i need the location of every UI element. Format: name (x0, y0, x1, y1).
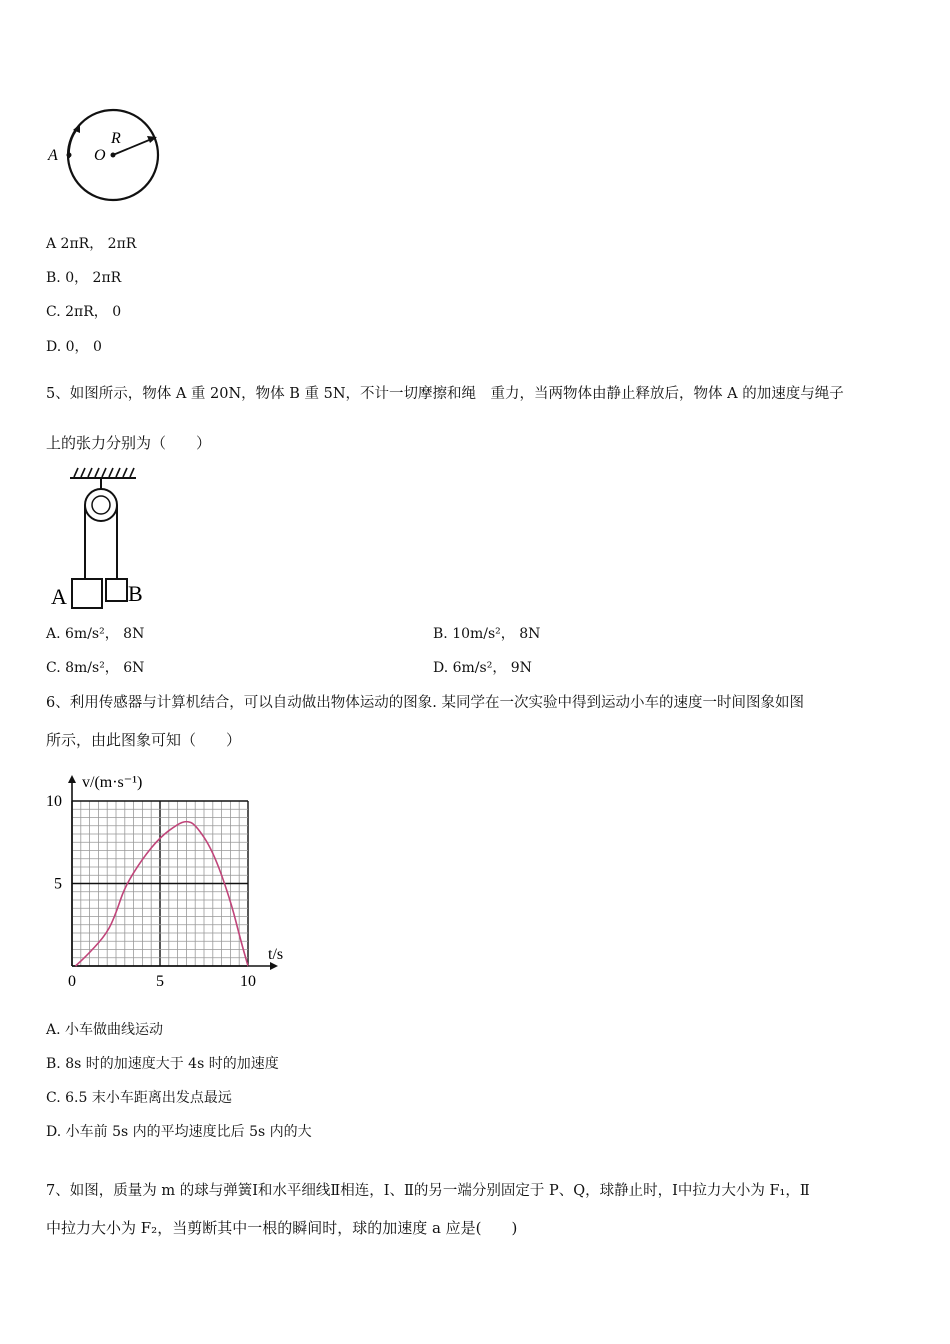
q6-option-d: D. 小车前 5s 内的平均速度比后 5s 内的大 (46, 1124, 312, 1140)
q7-stem-line2: 中拉力大小为 F₂，当剪断其中一根的瞬间时，球的加速度 a 应是( ) (46, 1219, 518, 1237)
q5-option-b: B. 10m/s²， 8N (433, 626, 541, 642)
label-o: O (94, 147, 106, 164)
q6-option-b: B. 8s 时的加速度大于 4s 时的加速度 (46, 1056, 279, 1072)
chart-curve (76, 822, 248, 966)
label-block-a: A (51, 584, 67, 609)
q6-stem-line2: 所示，由此图象可知（ ） (46, 731, 242, 749)
pulley-figure (48, 462, 158, 612)
q6-stem-line1: 6、利用传感器与计算机结合，可以自动做出物体运动的图象. 某同学在一次实验中得到运动小车的速度一时间图象如图 (46, 695, 804, 711)
q5-stem-line1: 5、如图所示，物体 A 重 20N，物体 B 重 5N，不计一切摩擦和绳 重力，当两物体由静止释放后，物体 A 的加速度与绳子 (46, 386, 844, 402)
q5-option-c: C. 8m/s²， 6N (46, 660, 145, 676)
q4-option-c: C. 2πR， 0 (46, 304, 122, 320)
label-a: A (48, 147, 58, 164)
x-axis-label: t/s (268, 946, 284, 963)
x-tick-label: 5 (156, 973, 164, 990)
velocity-curve (76, 822, 248, 966)
x-tick-label: 10 (240, 973, 256, 990)
q6-option-a: A. 小车做曲线运动 (46, 1022, 164, 1038)
x-axis-arrow (270, 962, 278, 970)
q4-option-b: B. 0， 2πR (46, 270, 122, 286)
x-tick-label: 0 (68, 973, 76, 990)
label-block-b: B (128, 581, 143, 606)
y-tick-label: 10 (46, 793, 62, 810)
label-r: R (111, 130, 121, 147)
q4-option-d: D. 0， 0 (46, 339, 102, 355)
q5-option-d: D. 6m/s²， 9N (433, 660, 532, 676)
q5-option-a: A. 6m/s²， 8N (46, 626, 145, 642)
circle-figure (40, 100, 170, 210)
chart-grid (72, 801, 248, 966)
q5-stem-line2: 上的张力分别为（ ） (46, 434, 212, 452)
y-tick-label: 5 (54, 875, 62, 893)
y-axis-arrow (68, 775, 76, 783)
q6-option-c: C. 6.5 末小车距离出发点最远 (46, 1090, 232, 1106)
q7-stem-line1: 7、如图，质量为 m 的球与弹簧Ⅰ和水平细线Ⅱ相连，Ⅰ、Ⅱ的另一端分别固定于 P、Q，球静止时，Ⅰ中拉力大小为 F₁，Ⅱ (46, 1183, 810, 1199)
q4-option-a: A 2πR， 2πR (46, 236, 137, 252)
y-axis-label: v/(m·s⁻¹) (82, 774, 143, 791)
velocity-time-chart (40, 765, 300, 1000)
